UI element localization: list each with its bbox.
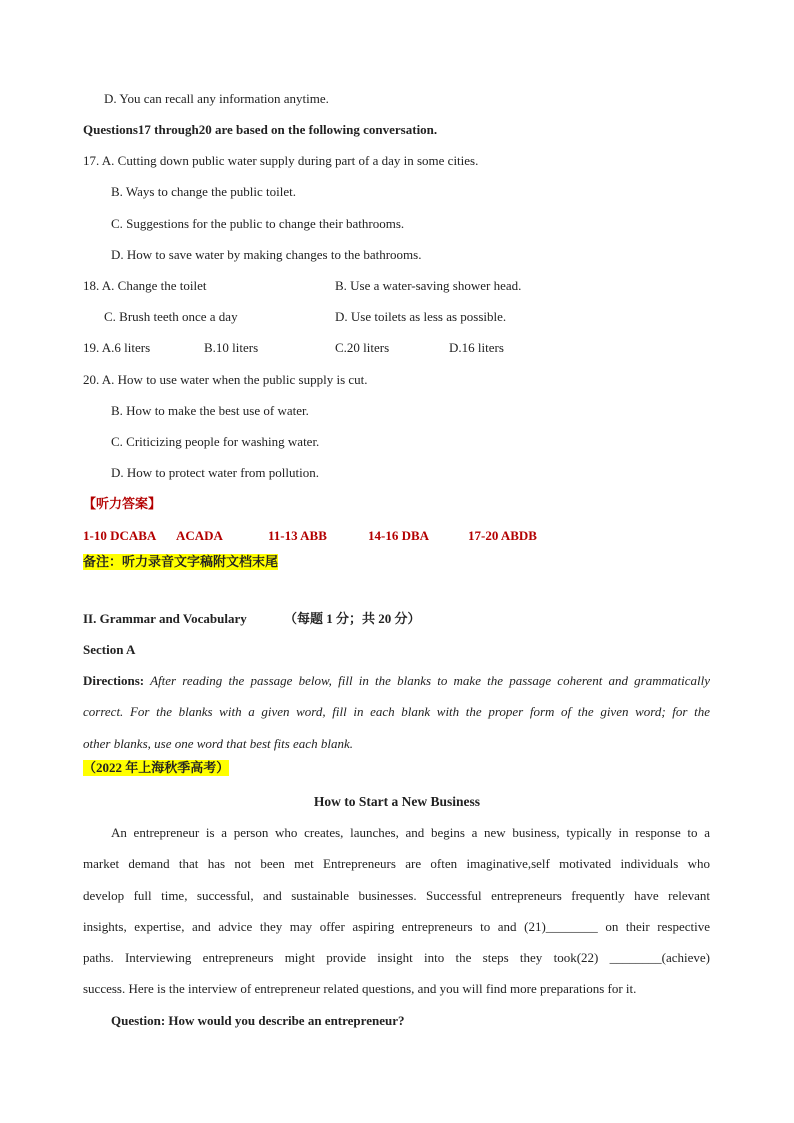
q20-option-d: D. How to protect water from pollution. [111,465,319,480]
section-a-heading: Section A [83,642,136,657]
q16-option-d: D. You can recall any information anytime. [104,91,329,106]
q20-option-a: 20. A. How to use water when the public supply is cut. [83,372,368,387]
q20-option-c: C. Criticizing people for washing water. [111,434,320,449]
passage-line-4: insights, expertise, and advice they may offer aspiring entrepreneurs to and (21)________ on their respective [83,919,710,934]
section-title: II. Grammar and Vocabulary [83,611,247,626]
answers-group-1: 1-10 DCABA [83,528,157,543]
q19-option-d: D.16 liters [449,340,504,355]
answers-group-3: 11-13 ABB [268,528,327,543]
passage-line-2: market demand that has not been met Entrepreneurs are often imaginative,self motivated individuals who [83,856,710,871]
exam-source-tag: （2022 年上海秋季高考） [83,760,230,775]
answers-label: 【听力答案】 [83,496,162,511]
answers-group-5: 17-20 ABDB [468,528,537,543]
section-score: （每题 1 分；共 20 分） [284,611,421,626]
q19-option-a: 19. A.6 liters [83,340,151,355]
passage-line-3: develop full time, successful, and sustainable businesses. Successful entrepreneurs frequently have relevant [83,888,710,903]
q18-option-a: 18. A. Change the toilet [83,278,207,293]
directions-line-3: other blanks, use one word that best fits each blank. [83,736,353,751]
q18-option-d: D. Use toilets as less as possible. [335,309,507,324]
passage-line-6: success. Here is the interview of entrepreneur related questions, and you will find more preparations for it. [83,981,637,996]
q17-20-header: Questions17 through20 are based on the following conversation. [83,122,438,137]
directions-label: Directions: [83,673,145,688]
answers-group-2: ACADA [176,528,223,543]
q19-option-b: B.10 liters [204,340,259,355]
q19-option-c: C.20 liters [335,340,390,355]
q17-option-d: D. How to save water by making changes to the bathrooms. [111,247,422,262]
q18-option-c: C. Brush teeth once a day [104,309,238,324]
passage-title: How to Start a New Business [313,794,481,809]
q20-option-b: B. How to make the best use of water. [111,403,309,418]
q17-option-b: B. Ways to change the public toilet. [111,184,297,199]
transcript-note: 备注：听力录音文字稿附文档末尾 [83,554,279,569]
passage-line-5: paths. Interviewing entrepreneurs might provide insight into the steps they took(22) ________(achieve) [83,950,710,965]
directions-line-2: correct. For the blanks with a given word, fill in each blank with the proper form of the given word; for the [83,704,710,719]
q18-option-b: B. Use a water-saving shower head. [335,278,522,293]
answers-group-4: 14-16 DBA [368,528,430,543]
directions-text-1: After reading the passage below, fill in the blanks to make the passage coherent and grammatically [150,673,711,688]
passage-line-1: An entrepreneur is a person who creates, launches, and begins a new business, typically in response to a [111,825,710,840]
q17-option-c: C. Suggestions for the public to change their bathrooms. [111,216,405,231]
directions-line-1 [83,673,710,689]
interview-question: Question: How would you describe an entrepreneur? [111,1013,405,1028]
q17-option-a: 17. A. Cutting down public water supply during part of a day in some cities. [83,153,479,168]
